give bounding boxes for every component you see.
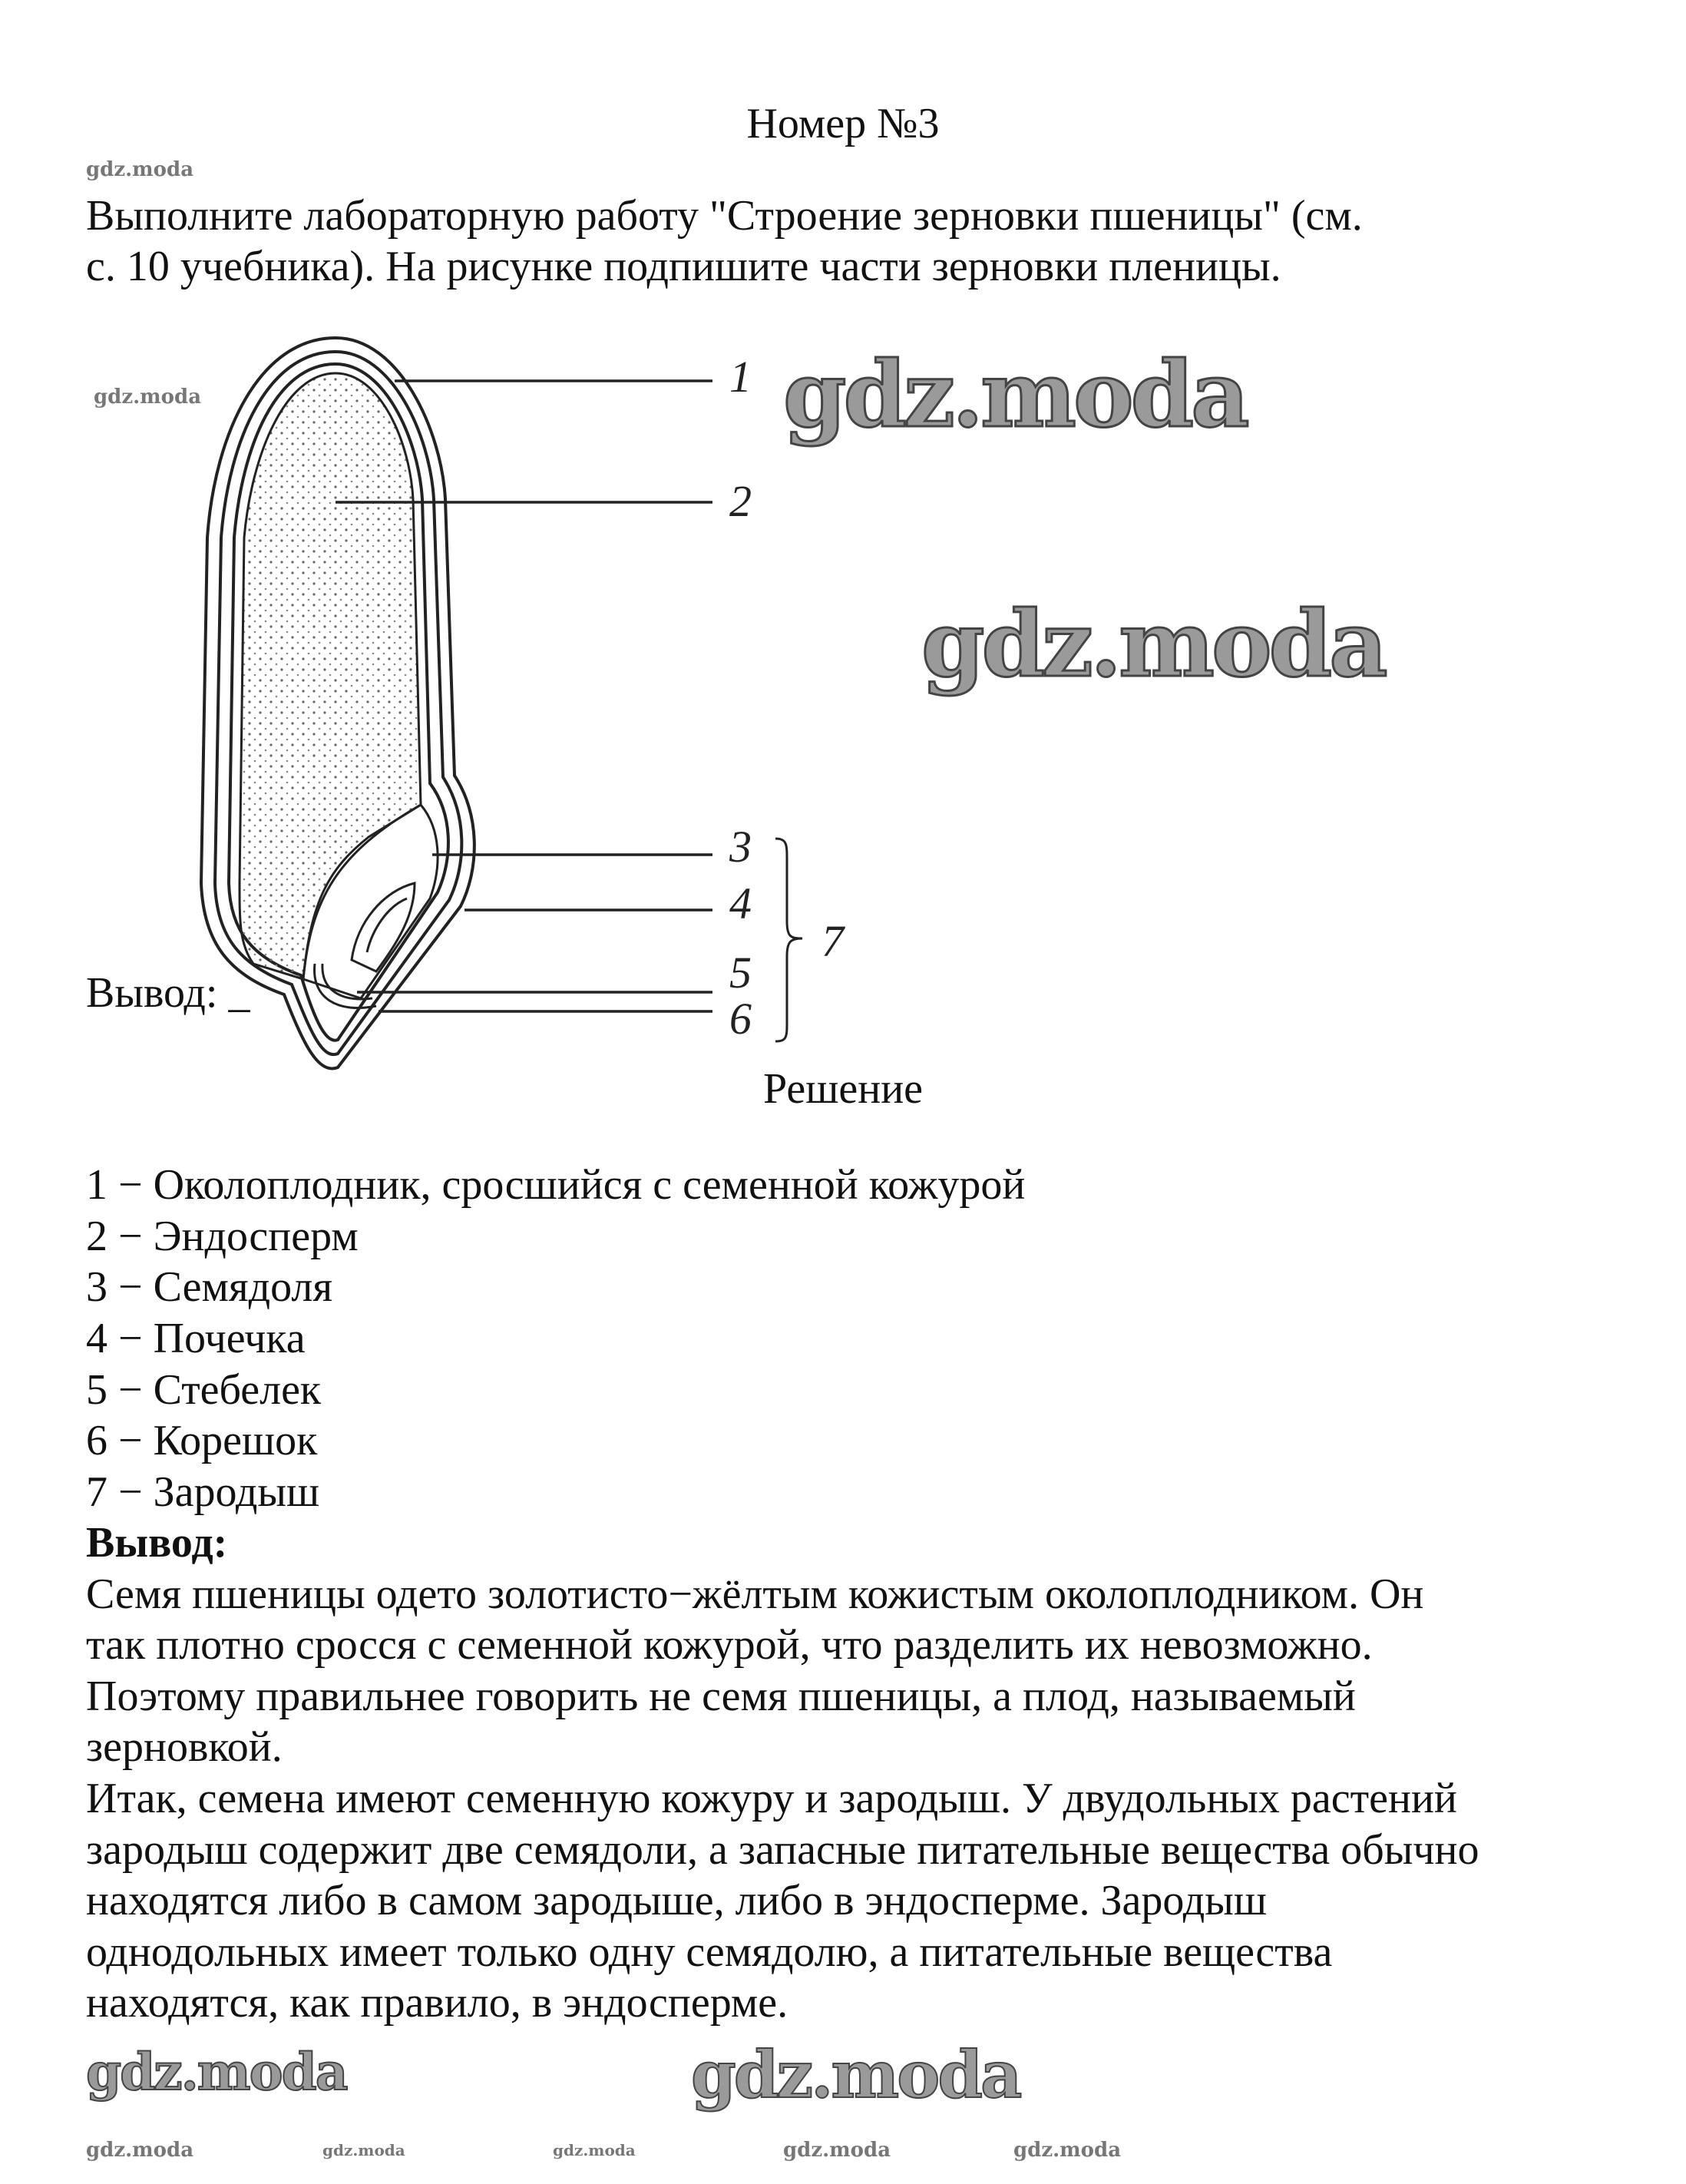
label-6: 6 <box>729 994 752 1044</box>
watermark: gdz.moda <box>86 2139 194 2162</box>
watermark: gdz.moda <box>553 2141 636 2159</box>
watermark: gdz.moda <box>783 341 1247 448</box>
watermark: gdz.moda <box>86 158 194 181</box>
text-line: Семя пшеницы одето золотисто−жёлтым кожистым околоплодником. Он <box>86 1570 1424 1618</box>
watermark: gdz.moda <box>86 2042 347 2102</box>
page-title: Номер №3 <box>746 100 940 147</box>
label-2: 2 <box>729 476 752 526</box>
conclusion-prompt: Вывод: _ <box>86 969 250 1017</box>
list-item: 6 − Корешок <box>86 1417 318 1464</box>
endosperm <box>240 373 421 979</box>
list-item: 4 − Почечка <box>86 1315 306 1362</box>
text-line: зерновкой. <box>86 1723 283 1771</box>
text-line: Поэтому правильнее говорить не семя пшеницы, а плод, называемый <box>86 1673 1356 1720</box>
watermark: gdz.moda <box>1013 2139 1122 2162</box>
watermark: gdz.moda <box>94 386 202 409</box>
label-1: 1 <box>729 352 752 402</box>
label-5: 5 <box>729 948 752 998</box>
wheat-grain-figure <box>0 0 1686 1044</box>
label-7: 7 <box>822 916 844 966</box>
watermark: gdz.moda <box>322 2141 405 2159</box>
list-item: 1 − Околоплодник, сросшийся с семенной кожурой <box>86 1161 1026 1209</box>
list-item: 5 − Стебелек <box>86 1366 322 1414</box>
label-3: 3 <box>729 822 752 872</box>
text-line: так плотно сросся с семенной кожурой, что разделить их невозможно. <box>86 1621 1373 1669</box>
task-line: с. 10 учебника). На рисунке подпишите части зерновки пленицы. <box>86 243 1281 290</box>
task-line: Выполните лабораторную работу "Строение зерновки пшеницы" (см. <box>86 192 1363 240</box>
brace <box>775 839 802 1041</box>
text-line: зародыш содержит две семядоли, а запасные питательные вещества обычно <box>86 1826 1479 1874</box>
watermark: gdz.moda <box>921 591 1385 697</box>
conclusion-heading: Вывод: <box>86 1519 228 1567</box>
text-line: находятся либо в самом зародыше, либо в эндосперме. Зародыш <box>86 1877 1268 1924</box>
text-line: Итак, семена имеют семенную кожуру и зародыш. У двудольных растений <box>86 1775 1457 1822</box>
watermark: gdz.moda <box>691 2037 1020 2113</box>
watermark: gdz.moda <box>783 2139 891 2162</box>
list-item: 2 − Эндосперм <box>86 1213 359 1260</box>
list-item: 3 − Семядоля <box>86 1263 333 1311</box>
label-4: 4 <box>729 879 752 928</box>
text-line: однодольных имеет только одну семядолю, а питательные вещества <box>86 1928 1333 1976</box>
solution-heading: Решение <box>762 1065 924 1113</box>
list-item: 7 − Зародыш <box>86 1468 320 1516</box>
text-line: находятся, как правило, в эндосперме. <box>86 1979 788 2027</box>
